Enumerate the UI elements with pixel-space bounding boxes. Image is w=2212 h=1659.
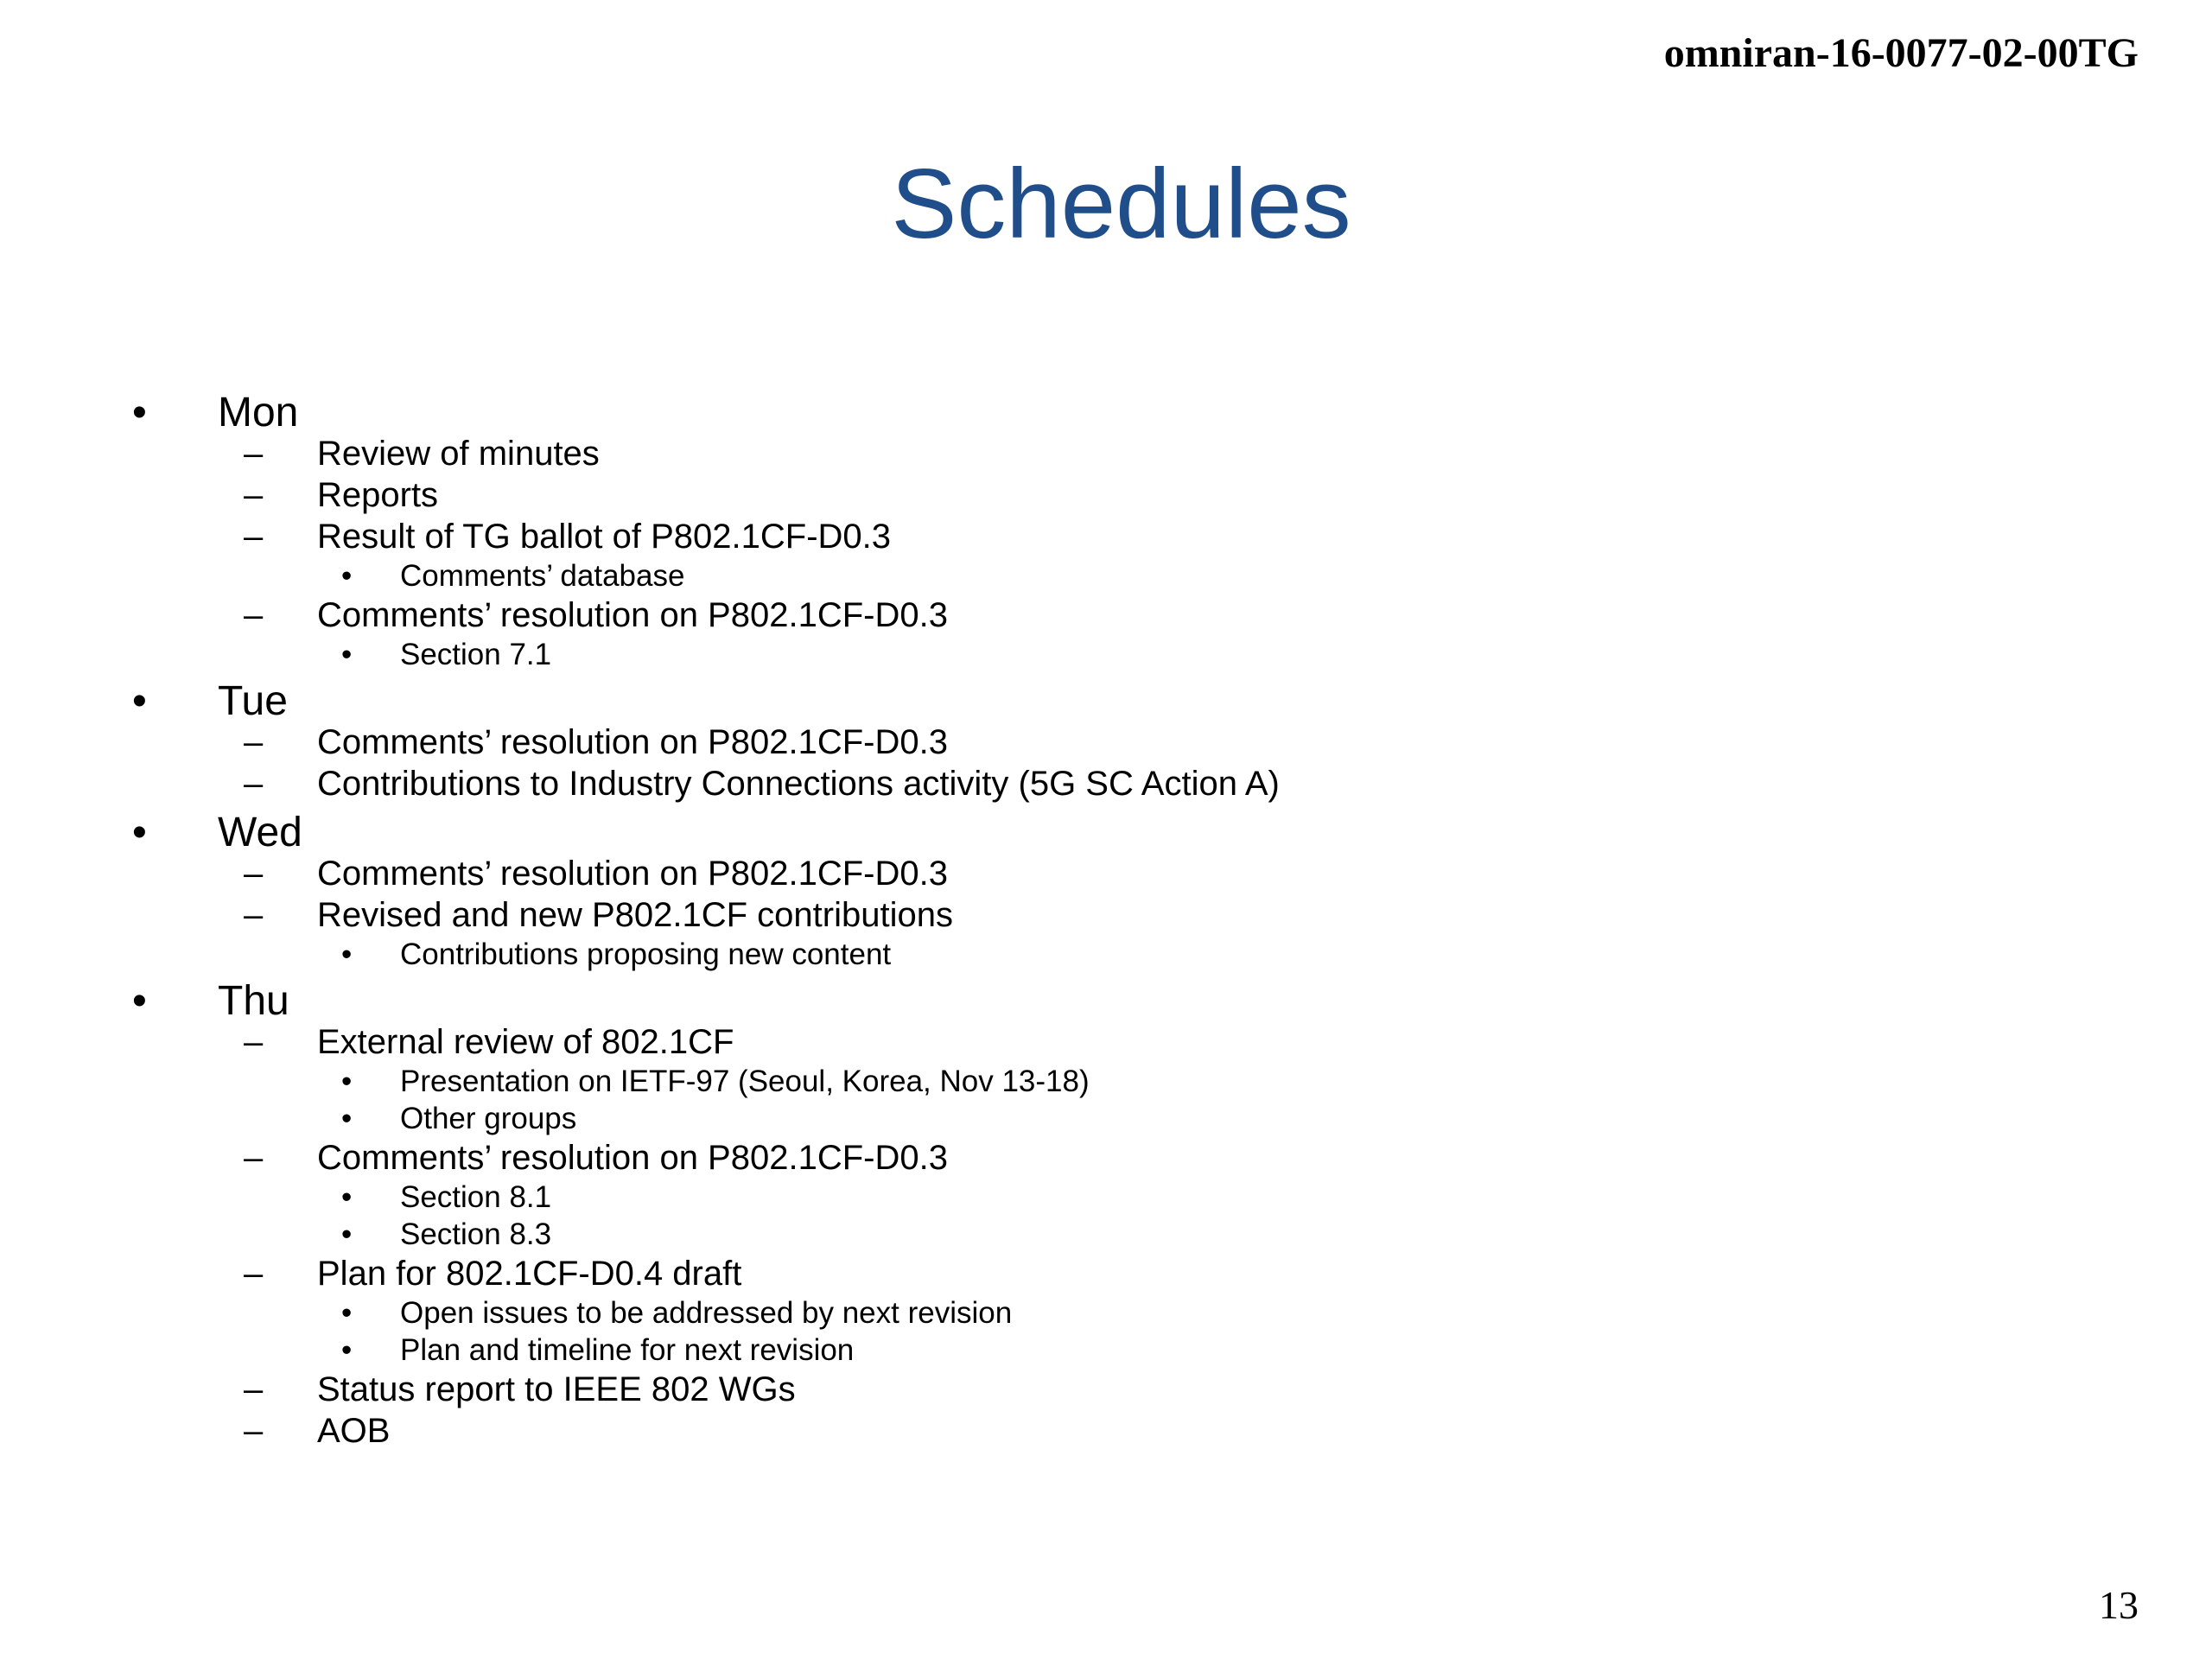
outline-text: Contributions to Industry Connections activity (5G SC Action A) — [317, 765, 1280, 803]
outline-text: Comments’ resolution on P802.1CF-D0.3 — [317, 1139, 948, 1177]
outline-text: Wed — [218, 810, 302, 855]
bullet-marker: • — [341, 638, 353, 671]
outline-text: Comments’ resolution on P802.1CF-D0.3 — [317, 723, 948, 761]
dash-marker: – — [244, 1370, 264, 1408]
agenda-item — [0, 1137, 2074, 1179]
outline-text: Plan and timeline for next revision — [400, 1333, 855, 1367]
outline-text: Reports — [317, 476, 439, 514]
outline-text: Section 7.1 — [400, 638, 552, 671]
outline-text: Comments’ database — [400, 559, 685, 593]
day-heading — [0, 810, 2074, 855]
day-heading — [0, 978, 2074, 1024]
outline-text: Thu — [218, 978, 289, 1024]
agenda-item — [0, 1410, 2074, 1452]
agenda-subitem — [0, 1100, 2074, 1137]
outline-text: Presentation on IETF-97 (Seoul, Korea, Nov 13-18) — [400, 1065, 1090, 1098]
slide-title: Schedules — [891, 149, 1351, 259]
agenda-item — [0, 1369, 2074, 1410]
document-id: omniran-16-0077-02-00TG — [1663, 30, 2139, 76]
dash-marker: – — [244, 723, 264, 761]
agenda-item — [0, 1021, 2074, 1063]
agenda-subitem — [0, 557, 2074, 594]
outline-text: Revised and new P802.1CF contributions — [317, 896, 953, 934]
agenda-item — [0, 721, 2074, 763]
agenda-item — [0, 516, 2074, 557]
bullet-marker: • — [132, 390, 147, 435]
outline-text: Tue — [218, 678, 288, 724]
outline-text: Contributions proposing new content — [400, 938, 892, 971]
agenda-item — [0, 1253, 2074, 1294]
outline-text: Result of TG ballot of P802.1CF-D0.3 — [317, 518, 892, 556]
agenda-item — [0, 474, 2074, 516]
dash-marker: – — [244, 1255, 264, 1293]
outline-text: Other groups — [400, 1102, 577, 1135]
bullet-marker: • — [132, 978, 147, 1024]
outline-text: Mon — [218, 390, 299, 435]
dash-marker: – — [244, 518, 264, 556]
agenda-subitem — [0, 936, 2074, 973]
agenda-subitem — [0, 636, 2074, 673]
bullet-marker: • — [341, 1217, 353, 1251]
outline-text: Comments’ resolution on P802.1CF-D0.3 — [317, 855, 948, 893]
agenda-subitem — [0, 1332, 2074, 1369]
dash-marker: – — [244, 855, 264, 893]
agenda-item — [0, 594, 2074, 636]
dash-marker: – — [244, 1412, 264, 1450]
dash-marker: – — [244, 1023, 264, 1061]
outline-text: External review of 802.1CF — [317, 1023, 734, 1061]
bullet-marker: • — [341, 1065, 353, 1098]
agenda-item — [0, 894, 2074, 936]
outline-text: Comments’ resolution on P802.1CF-D0.3 — [317, 596, 948, 634]
outline-text: Review of minutes — [317, 435, 600, 473]
bullet-marker: • — [341, 1296, 353, 1330]
agenda-subitem — [0, 1063, 2074, 1100]
bullet-marker: • — [132, 810, 147, 855]
agenda-item — [0, 763, 2074, 804]
agenda-subitem — [0, 1294, 2074, 1332]
dash-marker: – — [244, 1139, 264, 1177]
bullet-marker: • — [341, 559, 353, 593]
dash-marker: – — [244, 765, 264, 803]
bullet-marker: • — [341, 1180, 353, 1214]
outline-text: Plan for 802.1CF-D0.4 draft — [317, 1255, 742, 1293]
bullet-marker: • — [341, 938, 353, 971]
dash-marker: – — [244, 896, 264, 934]
outline-text: Section 8.3 — [400, 1217, 552, 1251]
agenda-item — [0, 433, 2074, 474]
outline-text: Status report to IEEE 802 WGs — [317, 1370, 796, 1408]
dash-marker: – — [244, 435, 264, 473]
day-heading — [0, 678, 2074, 724]
bullet-marker: • — [341, 1333, 353, 1367]
outline-text: Section 8.1 — [400, 1180, 552, 1214]
schedule-outline — [0, 390, 2074, 1452]
day-heading — [0, 390, 2074, 435]
dash-marker: – — [244, 596, 264, 634]
agenda-subitem — [0, 1179, 2074, 1216]
bullet-marker: • — [341, 1102, 353, 1135]
bullet-marker: • — [132, 678, 147, 724]
page-number: 13 — [2099, 1583, 2139, 1627]
dash-marker: – — [244, 476, 264, 514]
agenda-item — [0, 853, 2074, 894]
agenda-subitem — [0, 1216, 2074, 1253]
outline-text: Open issues to be addressed by next revision — [400, 1296, 1013, 1330]
outline-text: AOB — [317, 1412, 391, 1450]
